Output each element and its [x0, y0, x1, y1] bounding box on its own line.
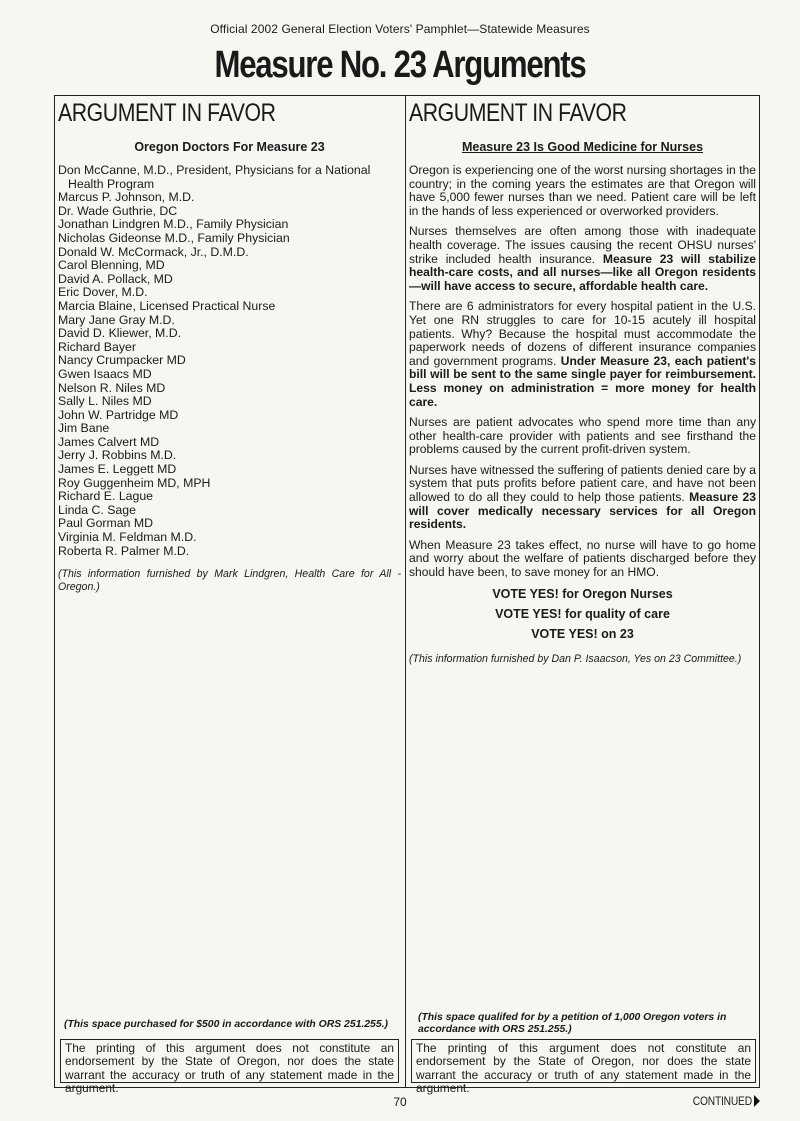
- signatory: James Calvert MD: [58, 434, 160, 449]
- right-triangle-icon: [754, 1095, 760, 1107]
- running-title: Official 2002 General Election Voters' Pamphlet—Statewide Measures: [210, 22, 590, 36]
- paragraph-text: There are 6 administrators for every hospital patient in the U.S. Yet one RN struggles to care for 10-15 acutely ill hospital patients. Why? Because the hospital must accommodate the paperwork needs of dozens of different insurance companies and government programs.: [409, 299, 756, 368]
- argument-paragraph: [409, 464, 756, 532]
- signatory: James E. Leggett MD: [58, 462, 177, 477]
- vote-slogans: [409, 587, 756, 641]
- page-title: Measure No. 23 Arguments: [214, 44, 586, 86]
- signatory: Sally L. Niles MD: [58, 394, 152, 409]
- signatory: Marcus P. Johnson, M.D.: [58, 190, 195, 205]
- right-argument: [409, 95, 756, 666]
- paragraph-emphasis: Measure 23 will cover medically necessary services for all Oregon residents.: [409, 490, 756, 532]
- signatory: Jonathan Lindgren M.D., Family Physician: [58, 217, 289, 232]
- paragraph-text: Nurses have witnessed the suffering of patients denied care by a system that puts profits before patient care, and have not been allowed to do all they could to help those patients.: [409, 462, 756, 505]
- signatory-list: [58, 164, 401, 558]
- signatory: Linda C. Sage: [58, 502, 136, 517]
- signatory: Gwen Isaacs MD: [58, 366, 152, 381]
- vote-slogan: VOTE YES! on 23: [531, 626, 634, 641]
- right-argument-subheading: Measure 23 Is Good Medicine for Nurses: [461, 140, 704, 154]
- signatory: Paul Gorman MD: [58, 516, 153, 531]
- vote-slogan: VOTE YES! for quality of care: [495, 606, 670, 621]
- argument-paragraph: Nurses are patient advocates who spend more time than any other health-care provider with patients and see firsthand the problems caused by the current profit-driven system.: [409, 415, 756, 457]
- signatory: Jerry J. Robbins M.D.: [58, 448, 177, 463]
- signatory: Richard E. Lague: [58, 489, 154, 504]
- signatory: Marcia Blaine, Licensed Practical Nurse: [58, 298, 276, 313]
- signatory: Nancy Crumpacker MD: [58, 353, 186, 368]
- right-disclaimer: The printing of this argument does not constitute an endorsement by the State of Oregon, nor does the state warrant the accuracy or truth of any statement made in the argument.: [411, 1039, 756, 1083]
- column-divider: [405, 95, 406, 1088]
- signatory: Nicholas Gideonse M.D., Family Physician: [58, 230, 290, 245]
- argument-paragraph: When Measure 23 takes effect, no nurse will have to go home and worry about the welfare of patients discharged before they should have been, to save money for an HMO.: [409, 537, 756, 580]
- signatory: Don McCanne, M.D., President, Physicians for a National Health Program: [58, 163, 371, 191]
- argument-paragraph: [409, 300, 756, 409]
- right-space-note: (This space qualifed for by a petition of 1,000 Oregon voters in accordance with ORS 251.255.): [418, 1012, 727, 1035]
- page-number: 70: [393, 1095, 407, 1109]
- left-argument-subheading: Oregon Doctors For Measure 23: [134, 140, 325, 154]
- continued-label: [693, 1094, 760, 1108]
- paragraph-emphasis: Under Measure 23, each patient's bill will be sent to the same single payer for reimbursement. Less money on administration = more money for health care.: [409, 353, 756, 409]
- signatory: Richard Bayer: [58, 339, 136, 354]
- left-space-note: (This space purchased for $500 in accordance with ORS 251.255.): [64, 1019, 388, 1030]
- signatory: Eric Dover, M.D.: [58, 285, 148, 300]
- signatory: Virginia M. Feldman M.D.: [58, 530, 197, 545]
- right-furnished-note: (This information furnished by Dan P. Isaacson, Yes on 23 Committee.): [409, 652, 742, 665]
- signatory: Carol Blenning, MD: [58, 258, 165, 273]
- vote-slogan: VOTE YES! for Oregon Nurses: [492, 586, 673, 601]
- left-disclaimer: The printing of this argument does not constitute an endorsement by the State of Oregon, nor does the state warrant the accuracy or truth of any statement made in the argument.: [60, 1039, 399, 1083]
- signatory: Dr. Wade Guthrie, DC: [58, 203, 178, 218]
- signatory: John W. Partridge MD: [58, 407, 179, 422]
- signatory: Donald W. McCormack, Jr., D.M.D.: [58, 244, 249, 259]
- right-argument-heading: ARGUMENT IN FAVOR: [409, 99, 627, 127]
- signatory: Roberta R. Palmer M.D.: [58, 543, 190, 558]
- left-furnished-note: (This information furnished by Mark Lindgren, Health Care for All - Oregon.): [58, 568, 401, 594]
- signatory: Roy Guggenheim MD, MPH: [58, 475, 211, 490]
- argument-paragraph: [409, 225, 756, 293]
- left-argument-heading: ARGUMENT IN FAVOR: [58, 99, 276, 127]
- signatory: Mary Jane Gray M.D.: [58, 312, 175, 327]
- paragraph-text: Nurses themselves are often among those with inadequate health coverage. The issues causing the recent OHSU nurses' strike included health insurance.: [409, 224, 756, 266]
- signatory: David D. Kliewer, M.D.: [58, 326, 181, 341]
- signatory: Jim Bane: [58, 421, 110, 436]
- signatory: David A. Pollack, MD: [58, 271, 173, 286]
- continued-text: CONTINUED: [693, 1094, 753, 1108]
- paragraph-emphasis: Measure 23 will stabilize health-care costs, and all nurses—like all Oregon residents—will have access to secure, affordable health care.: [409, 251, 756, 293]
- signatory: Nelson R. Niles MD: [58, 380, 166, 395]
- left-argument: [58, 95, 401, 594]
- argument-paragraph: Oregon is experiencing one of the worst nursing shortages in the country; in the coming years the estimates are that Oregon will have 5,000 fewer nurses than we need. Patient care will be left in the hands of less experienced or overworked providers.: [409, 163, 756, 218]
